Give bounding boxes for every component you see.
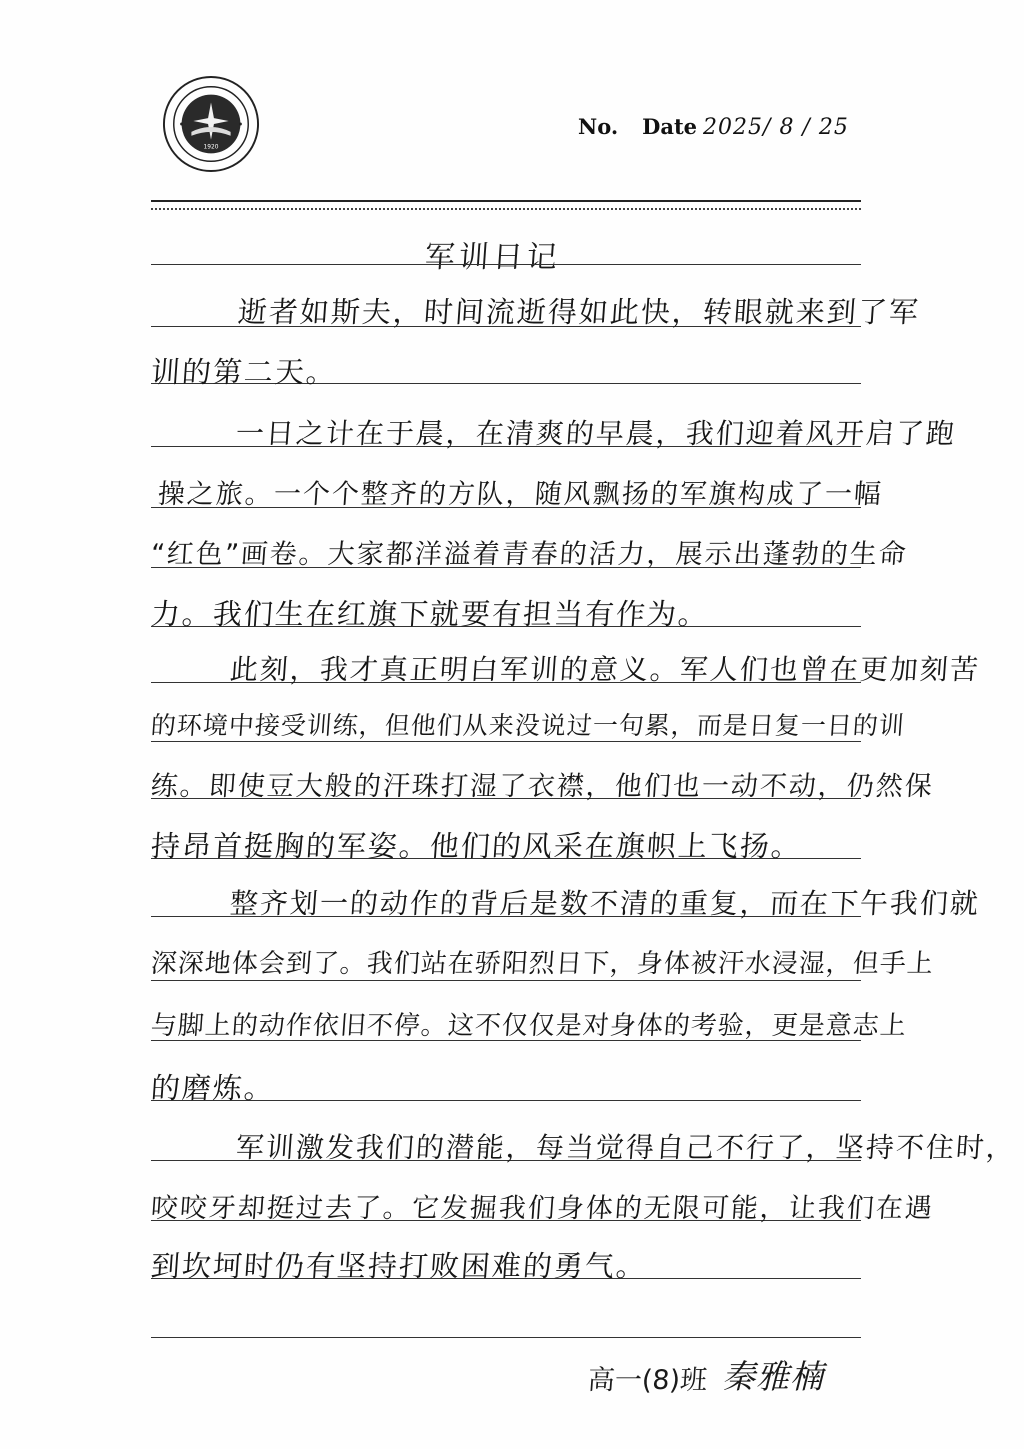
ruled-line	[151, 264, 861, 265]
diary-line-14: 的磨炼。	[149, 1071, 277, 1105]
diary-line-6: 力。我们生在红旗下就要有担当有作为。	[149, 597, 711, 631]
diary-line-17: 到坎坷时仍有坚持打败困难的勇气。	[149, 1249, 649, 1283]
signature: 秦雅楠	[722, 1357, 824, 1396]
header-rule-dotted	[151, 208, 861, 210]
date-label: Date	[642, 114, 698, 139]
diary-line-7: 此刻，我才真正明白军训的意义。军人们也曾在更加刻苦	[228, 653, 982, 686]
diary-line-2: 训的第二天。	[149, 355, 339, 389]
diary-line-8: 的环境中接受训练，但他们从来没说过一句累，而是日复一日的训	[149, 711, 906, 740]
class-label: 高一(8)班	[586, 1365, 709, 1396]
diary-line-12: 深深地体会到了。我们站在骄阳烈日下，身体被汗水浸湿，但手上	[149, 949, 935, 979]
diary-line-1: 逝者如斯夫，时间流逝得如此快，转眼就来到了军	[236, 295, 922, 329]
school-seal-logo-icon	[162, 75, 260, 173]
diary-line-11: 整齐划一的动作的背后是数不清的重复，而在下午我们就	[228, 887, 982, 920]
ruled-line	[151, 1337, 861, 1338]
diary-line-3: 一日之计在于晨，在清爽的早晨，我们迎着风开启了跑	[234, 417, 958, 450]
header-rule	[151, 200, 861, 202]
diary-line-16: 咬咬牙却挺过去了。它发掘我们身体的无限可能，让我们在遇	[149, 1193, 935, 1224]
diary-line-9: 练。即使豆大般的汗珠打湿了衣襟，他们也一动不动，仍然保	[149, 771, 935, 802]
header-meta	[578, 114, 849, 140]
diary-line-4: 操之旅。一个个整齐的方队，随风飘扬的军旗构成了一幅	[156, 479, 884, 510]
diary-line-5: “红色”画卷。大家都洋溢着青春的活力，展示出蓬勃的生命	[149, 539, 909, 570]
diary-line-13: 与脚上的动作依旧不停。这不仅仅是对身体的考验，更是意志上	[149, 1011, 908, 1041]
diary-line-10: 持昂首挺胸的军姿。他们的风采在旗帜上飞扬。	[149, 829, 804, 863]
date-value: 2025/ 8 / 25	[703, 115, 849, 140]
no-label: No.	[578, 114, 619, 139]
diary-title: 军训日记	[423, 240, 562, 275]
logo-year-text: 1920	[203, 144, 219, 151]
ruled-line	[151, 980, 861, 981]
diary-line-15: 军训激发我们的潜能，每当觉得自己不行了，坚持不住时，	[234, 1131, 1018, 1164]
